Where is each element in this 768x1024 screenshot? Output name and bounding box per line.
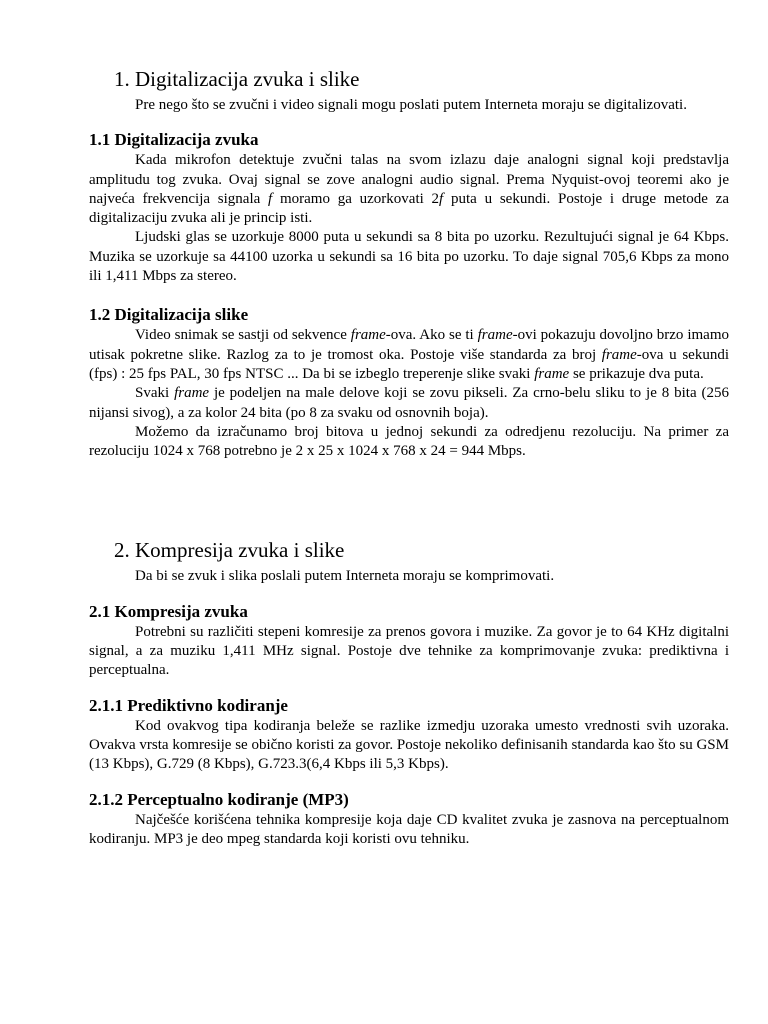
italic-frame: frame: [174, 385, 210, 402]
section-1-title: 1. Digitalizacija zvuka i slike: [114, 67, 360, 91]
text-span: -ova u sekundi (fps) : 25 fps PAL, 30 fps NTSC ... Da bi se izbeglo treperenje slike svaki: [89, 346, 729, 382]
text-span: Kada mikrofon detektuje zvučni talas na svom izlazu daje analogni signal koji predstavlja amplitudu tog zvuka. Ovaj signal se zove analogni audio signal. Prema Nyquist-ovoj teoremi ako je najveća frekvencija signala: [89, 152, 729, 207]
section-2-1-title: 2.1 Kompresija zvuka: [89, 601, 248, 621]
section-1-2-title: 1.2 Digitalizacija slike: [89, 305, 249, 325]
document-page: [89, 66, 729, 849]
section-2-title: 2. Kompresija zvuka i slike: [114, 538, 345, 563]
section-2-1-2-title: 2.1.2 Perceptualno kodiranje (MP3): [89, 789, 349, 809]
italic-f: f: [439, 190, 444, 207]
italic-frame: frame: [601, 346, 637, 363]
section-2-1-paragraph-1: Potrebni su različiti stepeni komresije za prenos govora i muzike. Za govor je to 64 KHz digitalni signal, a za muziku 1,411 MHz signal. Postoje dve tehnike za komprimovanje zvuka: prediktivna i perceptualna.: [89, 623, 729, 679]
section-1-2-paragraph-3: Možemo da izračunamo broj bitova u jednoj sekundi za odredjenu rezoluciju. Na primer za rezoluciju 1024 x 768 potrebno je 2 x 25 x 1024 x 768 x 24 = 944 Mbps.: [89, 423, 729, 460]
section-1-1-paragraph-2: Ljudski glas se uzorkuje 8000 puta u sekundi sa 8 bita po uzorku. Rezultujući signal je 64 Kbps. Muzika se uzorkuje sa 44100 uzorka u sekundi sa 16 bita po uzorku. To daje signal 705,6 Kbps za mono ili 1,411 Mbps za stereo.: [89, 229, 729, 285]
text-span: -ova. Ako se ti: [385, 327, 478, 344]
italic-frame: frame: [477, 327, 513, 344]
section-1-intro: Pre nego što se zvučni i video signali mogu poslati putem Interneta moraju se digitalizovati.: [135, 97, 687, 113]
text-span: Video snimak se sastji od sekvence: [135, 327, 351, 344]
section-1-1-title: 1.1 Digitalizacija zvuka: [89, 130, 259, 150]
italic-frame: frame: [534, 365, 570, 382]
text-span: -ovi pokazuju dovoljno brzo imamo utisak pokretne slike. Razlog za to je tromost oka. Postoje više standarda za broj: [89, 327, 729, 363]
section-1-2-paragraph-1: [89, 326, 729, 384]
text-span: je podeljen na male delove koji se zovu pikseli. Za crno-belu sliku to je 8 bita (256 nijansi sivog), a za kolor 24 bita (po 8 za svaku od osnovnih boja).: [89, 385, 730, 421]
text-span: moramo ga uzorkovati 2: [272, 190, 440, 207]
italic-frame: frame: [350, 327, 386, 344]
text-span: Svaki: [135, 385, 175, 402]
section-2-intro: Da bi se zvuk i slika poslali putem Interneta moraju se komprimovati.: [135, 568, 555, 585]
section-1-2-paragraph-2: [89, 384, 729, 423]
italic-f: f: [268, 190, 273, 207]
text-span: puta u sekundi. Postoje i druge metode za digitalizaciju zvuka ali je princip isti.: [89, 190, 729, 227]
text-span: se prikazuje dva puta.: [569, 365, 704, 382]
section-2-1-1-title: 2.1.1 Prediktivno kodiranje: [89, 695, 288, 715]
section-1-1-paragraph-1: [89, 151, 729, 228]
section-2-1-1-paragraph-1: Kod ovakvog tipa kodiranja beleže se razlike izmedju uzoraka umesto vrednosti svih uzoraka. Ovakva vrsta komresije se obično koristi za govor. Postoje nekoliko definisanih standarda kao što su GSM (13 Kbps), G.729 (8 Kbps), G.723.3(6,4 Kbps ili 5,3 Kbps).: [89, 717, 729, 773]
section-2-1-2-paragraph-1: Najčešće korišćena tehnika kompresije koja daje CD kvalitet zvuka je zasnova na perceptualnom kodiranju. MP3 je deo mpeg standarda koji koristi ovu tehniku.: [89, 811, 729, 847]
